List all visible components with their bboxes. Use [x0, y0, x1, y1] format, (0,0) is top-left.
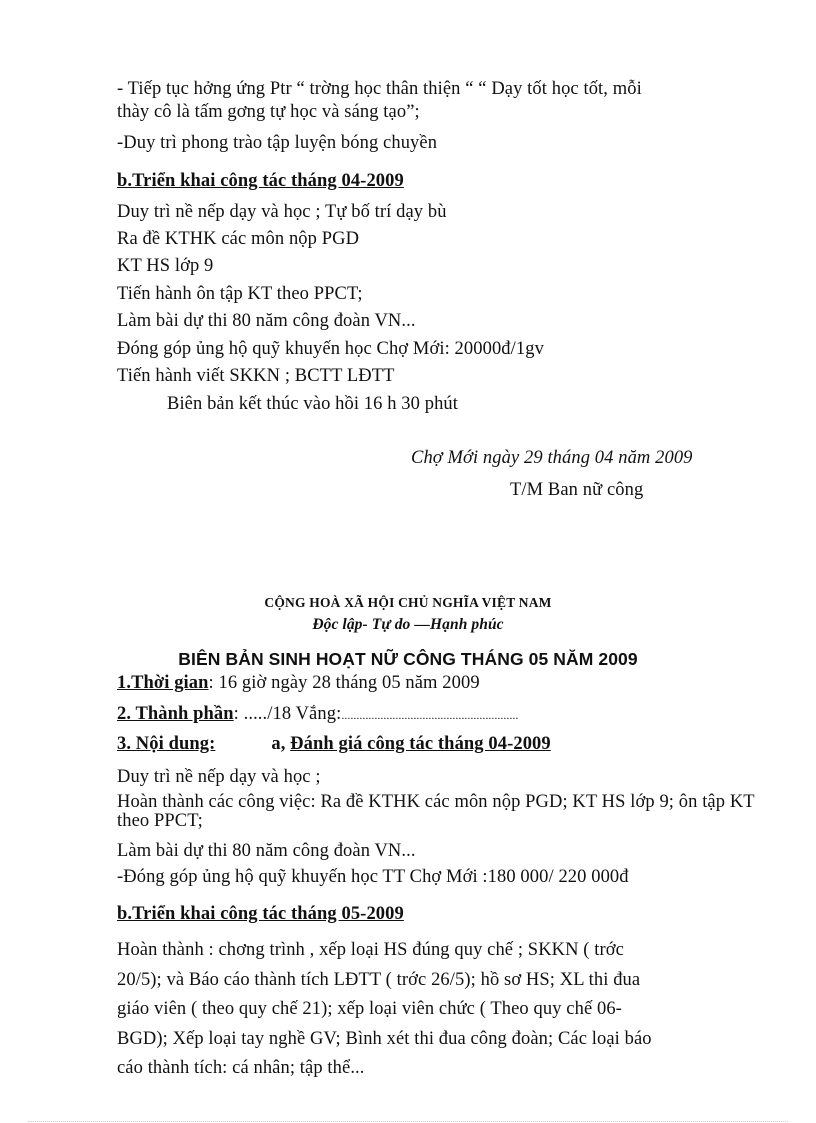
april-item-7: Tiến hành viết SKKN ; BCTT LĐTT: [117, 366, 395, 386]
time-label: 1.Thời gian: [117, 673, 209, 693]
top-line-2: thày cô là tấm gơng tự học và sáng tạo”;: [117, 102, 420, 122]
heading-april-plan: b.Triển khai công tác tháng 04-2009: [117, 171, 404, 191]
closing-line: Biên bản kết thúc vào hồi 16 h 30 phút: [167, 394, 459, 414]
date-line: Chợ Mới ngày 29 tháng 04 năm 2009: [411, 448, 693, 468]
april-item-1: Duy trì nề nếp dạy và học ; Tự bố trí dạy bù: [117, 202, 447, 222]
may-plan-line-3: giáo viên ( theo quy chế 21); xếp loại viên chức ( Theo quy chế 06-: [117, 999, 622, 1019]
content-label: 3. Nội dung:: [117, 734, 216, 754]
motto: Độc lập- Tự do —Hạnh phúc: [312, 616, 504, 633]
may-eval-item-2: Hoàn thành các công việc: Ra đề KTHK các môn nộp PGD; KT HS lớp 9; ôn tập KT theo PPCT;: [117, 792, 755, 831]
may-eval-item-4: -Đóng góp ủng hộ quỹ khuyến học TT Chợ Mới :180 000/ 220 000đ: [117, 867, 629, 887]
time-value: : 16 giờ ngày 28 tháng 05 năm 2009: [208, 673, 480, 693]
april-item-2: Ra đề KTHK các môn nộp PGD: [117, 229, 360, 249]
document-title: BIÊN BẢN SINH HOẠT NỮ CÔNG THÁNG 05 NĂM 2009: [178, 649, 638, 669]
top-line-1: - Tiếp tục hởng ứng Ptr “ trờng học thân thiện “ “ Dạy tốt học tốt, mỗi: [117, 79, 642, 99]
may-eval-item-3: Làm bài dự thi 80 năm công đoàn VN...: [117, 841, 416, 861]
may-plan-line-1: Hoàn thành : chơng trình , xếp loại HS đúng quy chế ; SKKN ( trớc: [117, 940, 624, 960]
april-item-4: Tiến hành ôn tập KT theo PPCT;: [117, 284, 363, 304]
content-row: [117, 733, 551, 755]
may-plan-line-2: 20/5); và Báo cáo thành tích LĐTT ( trớc 26/5); hồ sơ HS; XL thi đua: [117, 970, 641, 990]
page-bottom-rule: [28, 1121, 788, 1122]
april-item-6: Đóng góp ủng hộ quỹ khuyến học Chợ Mới: 20000đ/1gv: [117, 339, 544, 359]
time-row: [117, 672, 480, 694]
members-label: 2. Thành phần: [117, 704, 234, 724]
may-plan-line-4: BGD); Xếp loại tay nghề GV; Bình xét thi đua công đoàn; Các loại báo: [117, 1029, 652, 1049]
may-plan-line-5: cáo thành tích: cá nhân; tập thể...: [117, 1058, 365, 1078]
members-dots: ...........................................................: [341, 708, 519, 722]
content-sub: Đánh giá công tác tháng 04-2009: [290, 734, 551, 754]
nation-header: CỘNG HOÀ XÃ HỘI CHỦ NGHĨA VIỆT NAM: [264, 595, 552, 610]
members-row: [117, 703, 518, 726]
members-value: : ...../18 Vắng:: [233, 704, 342, 724]
april-item-5: Làm bài dự thi 80 năm công đoàn VN...: [117, 311, 416, 331]
may-eval-item-1: Duy trì nề nếp dạy và học ;: [117, 767, 321, 787]
top-line-3: -Duy trì phong trào tập luyện bóng chuyền: [117, 133, 438, 153]
content-prefix: a,: [271, 734, 291, 754]
signer-line: T/M Ban nữ công: [510, 480, 644, 500]
heading-may-plan: b.Triển khai công tác tháng 05-2009: [117, 904, 404, 924]
april-item-3: KT HS lớp 9: [117, 256, 214, 276]
